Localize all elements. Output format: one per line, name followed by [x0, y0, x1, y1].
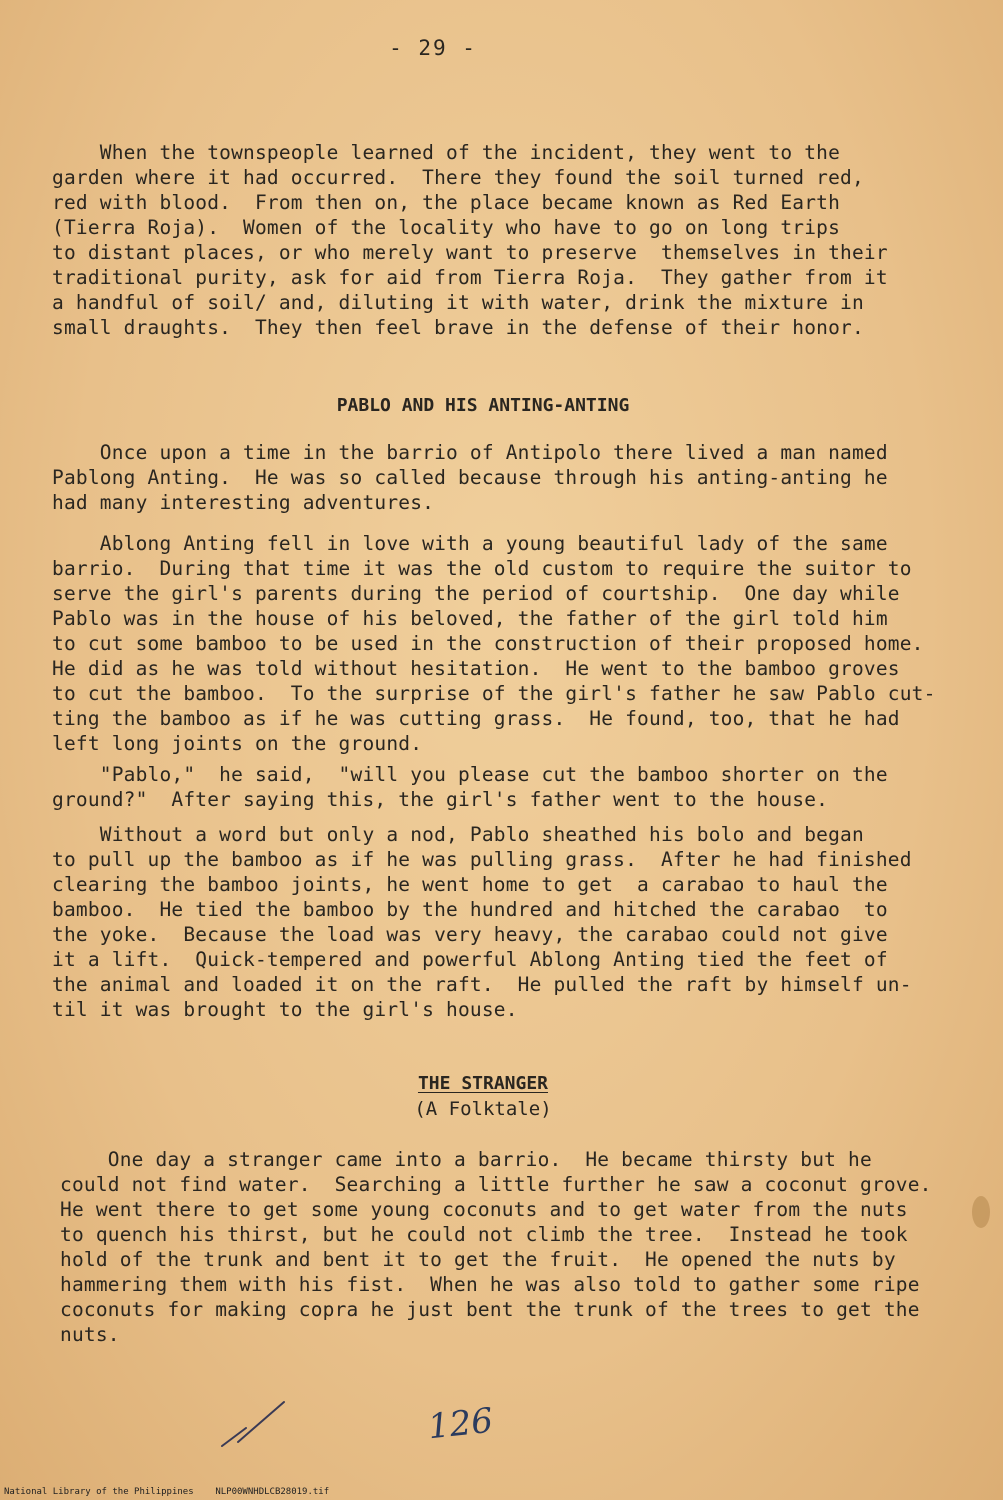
story-subtitle-folktale: (A Folktale) [414, 1098, 552, 1120]
ink-smudge-icon [968, 1192, 994, 1232]
pablo-paragraph-1: Once upon a time in the barrio of Antipolo there lived a man named Pablong Anting. He was so called because through his anting-anting he had many interesting adventures. [52, 441, 888, 514]
intro-paragraph: When the townspeople learned of the incident, they went to the garden where it had occurred. There they found the soil turned red, red with blood. From then on, the place became known as Red Earth (Tierra Roja). Women of the locality who have to go on long trips to distant places, or who merely want to preserve themselves in their traditional purity, ask for aid from Tierra Roja. They gather from it a handful of soil/ and, diluting it with water, drink the mixture in small draughts. They then feel brave in the defense of their honor. [52, 141, 888, 339]
footer-institution: National Library of the Philippines [4, 1487, 194, 1497]
archive-footer [4, 1487, 604, 1497]
pablo-paragraph-3: "Pablo," he said, "will you please cut the bamboo shorter on the ground?" After saying this, the girl's father went to the house. [52, 763, 888, 811]
stranger-paragraph: One day a stranger came into a barrio. He became thirsty but he could not find water. Searching a little further he saw a coconut grove. He went there to get some young coconuts and to get water from the nuts to quench his thirst, but he could not climb the tree. Instead he took hold of the trunk and bent it to get the fruit. He opened the nuts by hammering them with his fist. When he was also told to gather some ripe coconuts for making copra he just bent the trunk of the trees to get the nuts. [60, 1148, 932, 1346]
footer-filename: NLP00WNHDLCB28019.tif [215, 1487, 330, 1497]
story-title-pablo: PABLO AND HIS ANTING-ANTING [336, 395, 630, 416]
page-number: - 29 - [389, 36, 477, 60]
story-title-stranger: THE STRANGER [417, 1073, 549, 1094]
pablo-paragraph-4: Without a word but only a nod, Pablo sheathed his bolo and began to pull up the bamboo as if he was pulling grass. After he had finished clearing the bamboo joints, he went home to get a carabao to haul the bamboo. He tied the bamboo by the hundred and hitched the carabao to the yoke. Because the load was very heavy, the carabao could not give it a lift. Quick-tempered and powerful Ablong Anting tied the feet of the animal and loaded it on the raft. He pulled the raft by himself un- til it was brought to the girl's house. [52, 823, 912, 1021]
check-mark-icon [218, 1398, 288, 1448]
handwritten-page-number: 126 [426, 1400, 495, 1448]
pablo-paragraph-2: Ablong Anting fell in love with a young beautiful lady of the same barrio. During that time it was the old custom to require the suitor to serve the girl's parents during the period of courtship. One day while Pablo was in the house of his beloved, the father of the girl told him to cut some bamboo to be used in the construction of their proposed home. He did as he was told without hesitation. He went to the bamboo groves to cut the bamboo. To the surprise of the girl's father he saw Pablo cut- ting the bamboo as if he was cutting grass. He found, too, that he had left long joints on the ground. [52, 532, 936, 755]
